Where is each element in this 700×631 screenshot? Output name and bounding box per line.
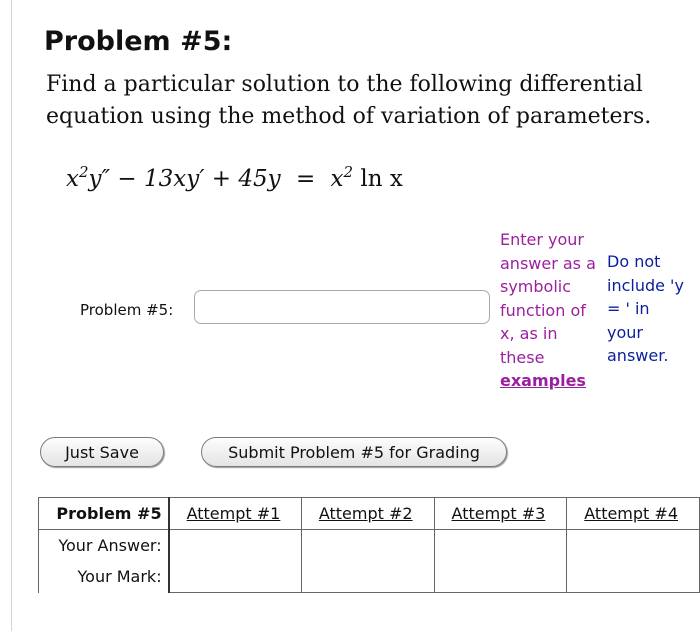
attempt-3-header[interactable]: [434, 498, 567, 530]
mark-cell: [434, 561, 567, 593]
attempt-1-header[interactable]: [169, 498, 302, 530]
answer-cell: [169, 530, 302, 562]
page-left-border: [11, 0, 12, 631]
mark-cell: [567, 561, 700, 593]
equation-rhs-x: x: [330, 166, 344, 192]
equation-rhs-exponent: 2: [343, 163, 354, 181]
hint-text: Enter your answer as a symbolic function of x, as in these: [500, 230, 596, 367]
submit-grading-button[interactable]: Submit Problem #5 for Grading: [201, 437, 507, 467]
problem-prompt: Find a particular solution to the following differential equation using the method of variation of parameters.: [46, 72, 652, 129]
just-save-button[interactable]: Just Save: [40, 437, 164, 467]
answer-note: Do not include 'y = ' in your answer.: [607, 252, 684, 365]
attempt-2-link[interactable]: Attempt #2: [318, 504, 413, 523]
attempt-2-header[interactable]: [301, 498, 434, 530]
equation-lhs-x: x: [66, 166, 79, 192]
attempt-4-header[interactable]: [567, 498, 700, 530]
examples-link[interactable]: examples: [500, 371, 586, 390]
equation-rhs-rest: ln x: [353, 166, 403, 192]
your-mark-label: Your Mark:: [39, 561, 169, 593]
equation-lhs-exponent: 2: [78, 163, 89, 181]
attempts-header-row: [39, 498, 700, 530]
answer-cell: [434, 530, 567, 562]
attempt-3-link[interactable]: Attempt #3: [451, 504, 546, 523]
attempts-corner-header: Problem #5: [39, 498, 169, 530]
differential-equation: [66, 163, 403, 192]
your-answer-row: [39, 530, 700, 562]
your-mark-row: [39, 561, 700, 593]
answer-label: Problem #5:: [80, 301, 174, 319]
mark-cell: [169, 561, 302, 593]
attempt-1-link[interactable]: Attempt #1: [186, 504, 281, 523]
attempts-table: [38, 497, 700, 593]
equation-equals: =: [295, 166, 316, 192]
problem-title: Problem #5:: [44, 26, 233, 57]
answer-input[interactable]: [194, 290, 490, 324]
attempt-4-link[interactable]: Attempt #4: [584, 504, 678, 523]
answer-cell: [567, 530, 700, 562]
answer-format-hint: [500, 228, 596, 393]
mark-cell: [301, 561, 434, 593]
answer-cell: [301, 530, 434, 562]
equation-lhs-rest: y″ − 13xy′ + 45y: [88, 166, 281, 192]
your-answer-label: Your Answer:: [39, 530, 169, 562]
